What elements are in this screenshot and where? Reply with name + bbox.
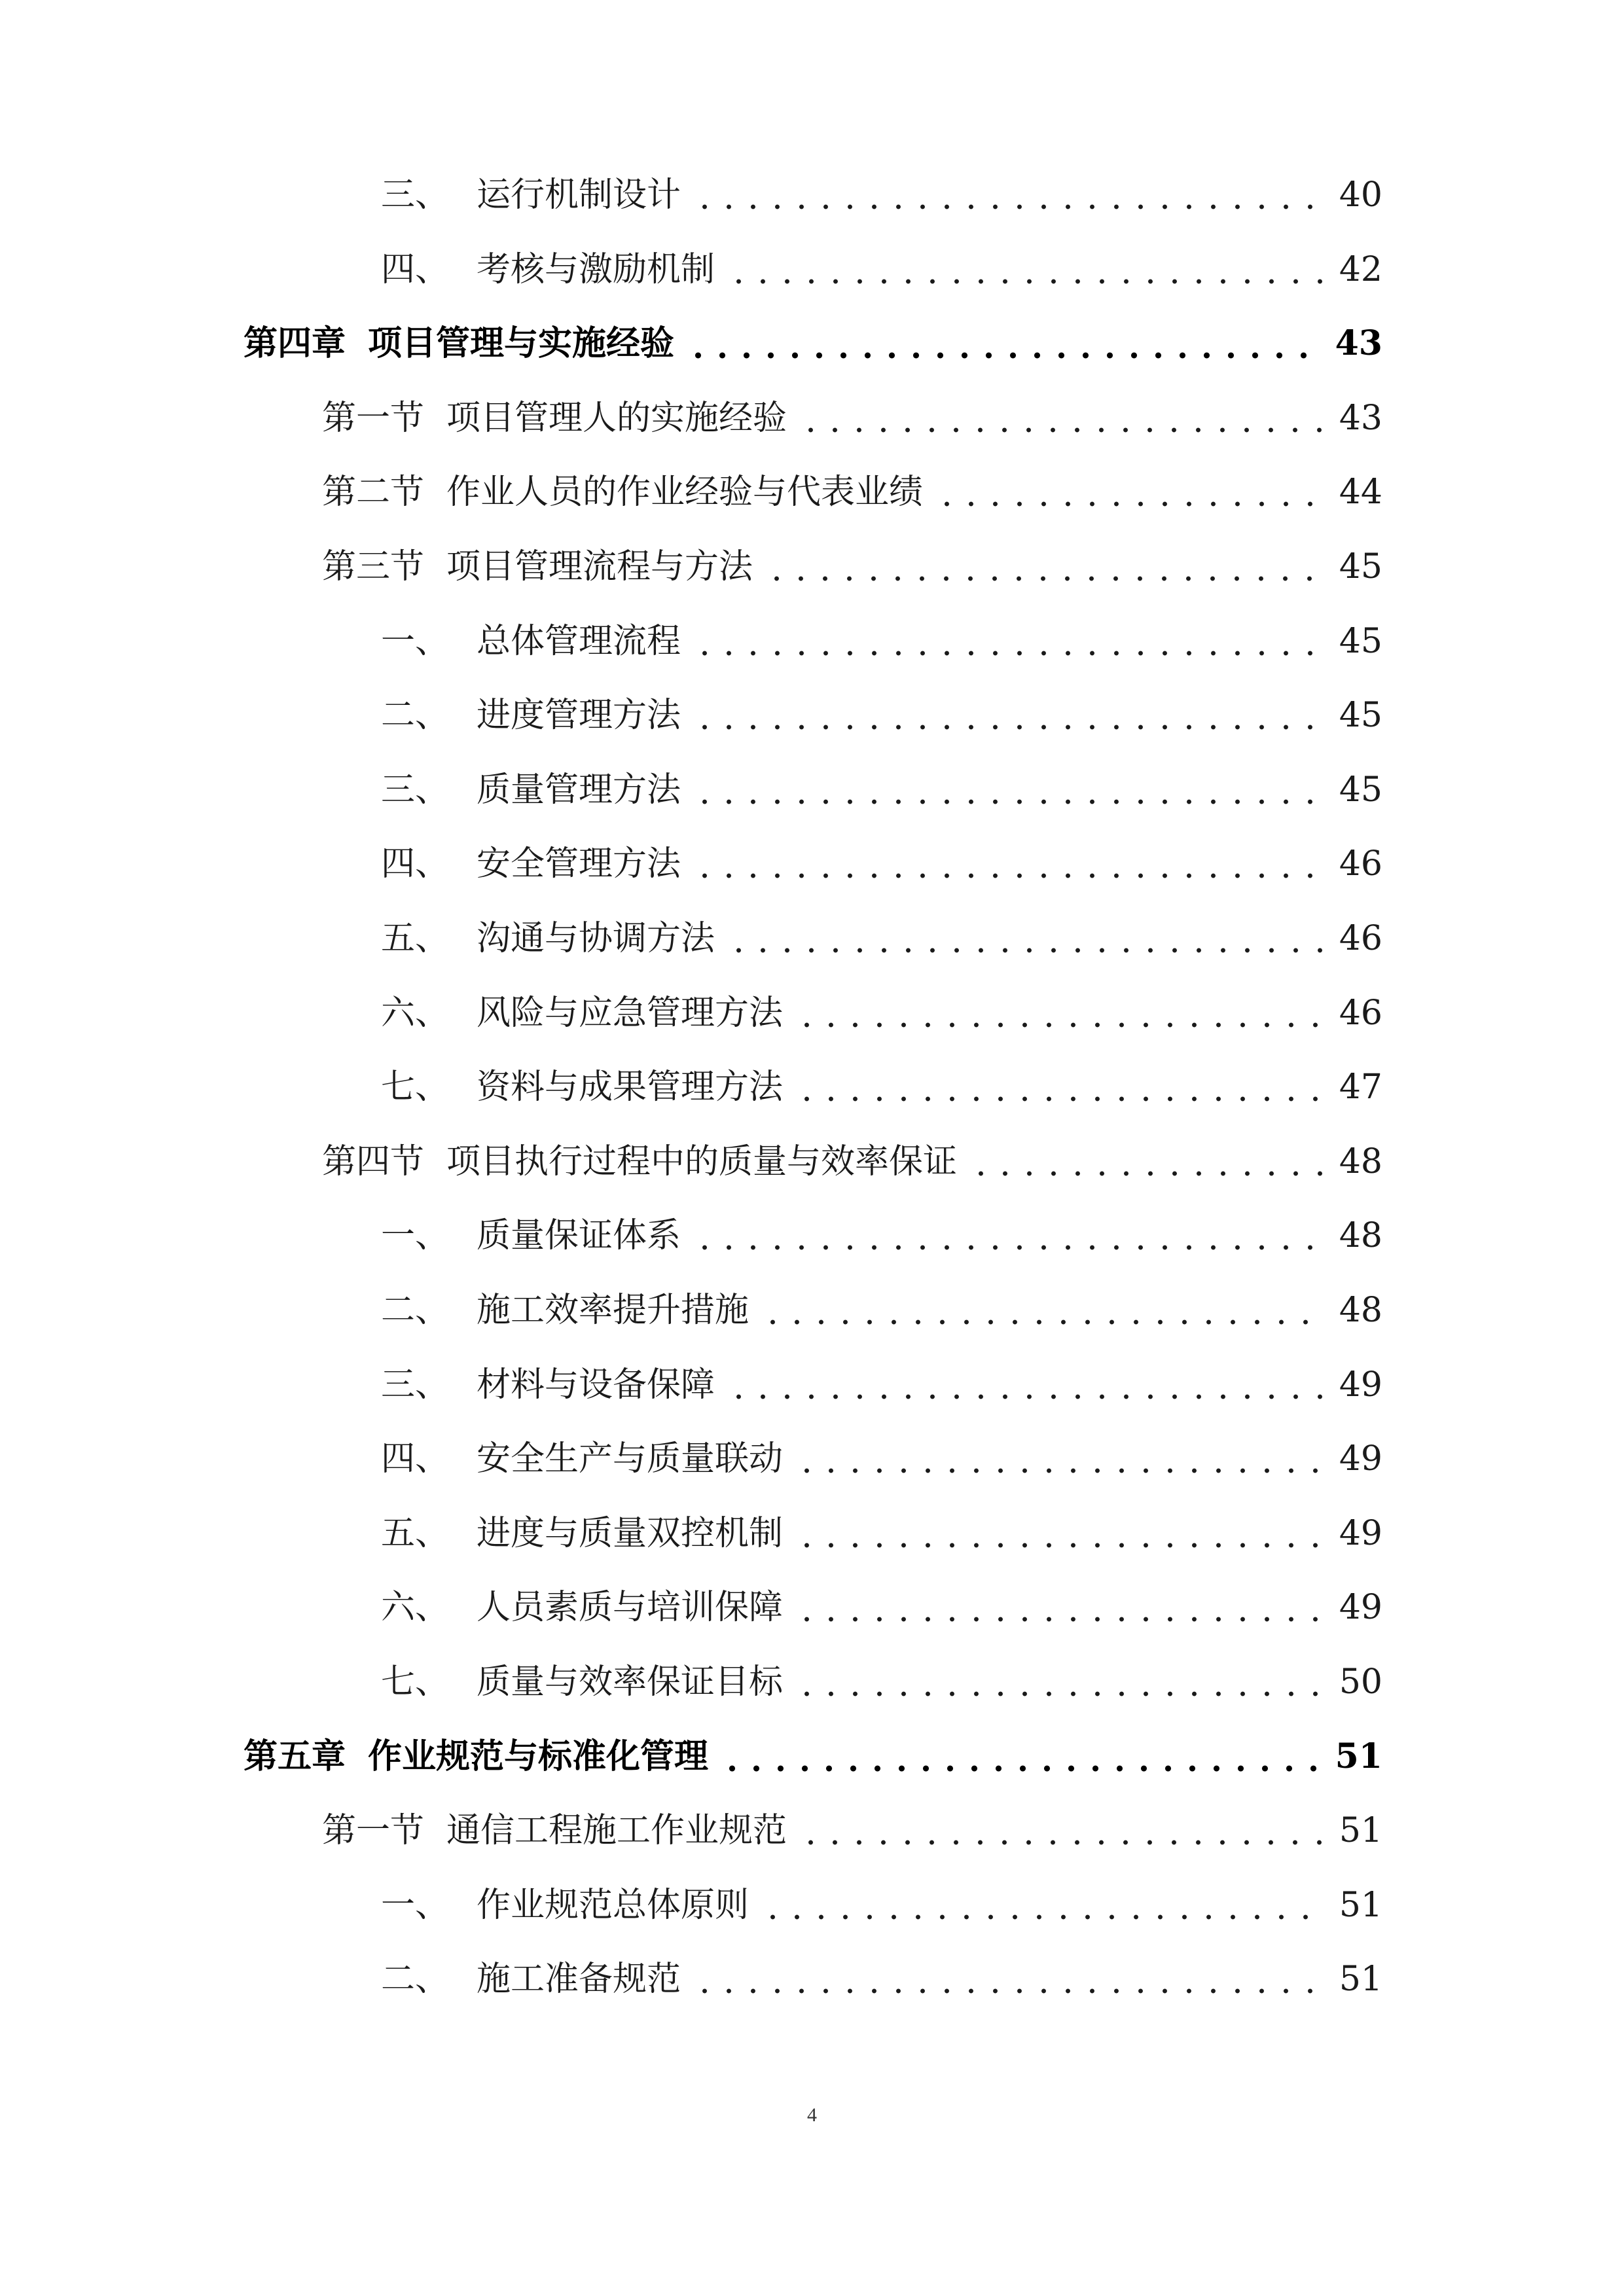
toc-entry-title: 施工准备规范 [477,1960,681,1999]
toc-dot-leader [693,650,1327,656]
toc-entry-number: 第一节 [322,399,425,438]
toc-entry-section[interactable] [322,1132,1382,1191]
toc-entry-item[interactable] [381,1578,1382,1637]
toc-entry-title: 项目管理人的实施经验 [446,399,787,438]
toc-entry-title: 作业规范与标准化管理 [368,1736,709,1776]
toc-dot-leader [693,1244,1327,1251]
toc-entry-section[interactable] [322,537,1382,596]
toc-entry-number: 二、 [381,696,450,735]
toc-entry-title: 作业人员的作业经验与代表业绩 [446,473,924,512]
toc-entry-title: 作业规范总体原则 [477,1886,749,1925]
toc-entry-item[interactable] [381,1355,1382,1414]
toc-entry-number: 一、 [381,622,450,661]
toc-entry-page-number: 49 [1339,1439,1382,1479]
toc-entry-page-number: 51 [1339,1886,1382,1925]
toc-entry-item[interactable] [381,166,1382,224]
toc-entry-number: 四、 [381,1439,450,1479]
toc-entry-item[interactable] [381,1058,1382,1117]
toc-entry-number: 七、 [381,1662,450,1702]
toc-entry-page-number: 45 [1339,770,1382,810]
toc-entry-page-number: 46 [1339,994,1382,1033]
toc-entry-page-number: 43 [1339,399,1382,438]
toc-dot-leader [727,947,1327,954]
toc-dot-leader [795,1096,1327,1102]
toc-entry-title: 通信工程施工作业规范 [446,1811,787,1850]
toc-dot-leader [761,1319,1327,1325]
toc-entry-title: 项目管理与实施经验 [368,323,675,363]
toc-entry-page-number: 45 [1339,696,1382,735]
toc-entry-item[interactable] [381,686,1382,745]
toc-entry-item[interactable] [381,909,1382,968]
toc-entry-title: 沟通与协调方法 [477,919,715,958]
toc-entry-item[interactable] [381,1281,1382,1340]
toc-dot-leader [795,1022,1327,1028]
toc-entry-item[interactable] [381,612,1382,671]
toc-entry-page-number: 43 [1335,323,1382,363]
toc-entry-number: 三、 [381,1365,450,1405]
toc-dot-leader [969,1170,1327,1177]
toc-entry-number: 第四章 [244,323,346,363]
toc-entry-title: 质量与效率保证目标 [477,1662,784,1702]
toc-entry-number: 一、 [381,1216,450,1255]
toc-dot-leader [761,1914,1327,1920]
toc-entry-title: 运行机制设计 [477,175,681,215]
toc-entry-number: 第一节 [322,1811,425,1850]
toc-entry-page-number: 42 [1339,250,1382,289]
toc-entry-page-number: 45 [1339,547,1382,586]
toc-entry-page-number: 50 [1339,1662,1382,1702]
toc-entry-page-number: 46 [1339,919,1382,958]
toc-entry-title: 进度与质量双控机制 [477,1514,784,1553]
toc-entry-number: 四、 [381,250,450,289]
toc-entry-item[interactable] [381,1429,1382,1488]
toc-dot-leader [727,278,1327,285]
toc-dot-leader [727,1393,1327,1400]
toc-entry-title: 项目管理流程与方法 [446,547,753,586]
toc-dot-leader [693,204,1327,210]
toc-dot-leader [795,1467,1327,1474]
toc-entry-page-number: 49 [1339,1365,1382,1405]
toc-entry-title: 项目执行过程中的质量与效率保证 [446,1142,958,1181]
toc-entry-number: 三、 [381,770,450,810]
toc-entry-chapter[interactable] [244,314,1382,373]
toc-entry-page-number: 48 [1339,1291,1382,1330]
toc-entry-title: 质量保证体系 [477,1216,681,1255]
toc-entry-chapter[interactable] [244,1727,1382,1786]
toc-dot-leader [799,427,1327,433]
toc-entry-section[interactable] [322,389,1382,448]
toc-entry-item[interactable] [381,834,1382,893]
toc-entry-item[interactable] [381,761,1382,819]
toc-entry-item[interactable] [381,1206,1382,1265]
toc-entry-item[interactable] [381,1653,1382,1712]
toc-entry-page-number: 49 [1339,1514,1382,1553]
toc-entry-item[interactable] [381,1950,1382,2009]
toc-entry-number: 六、 [381,994,450,1033]
footer-page-number: 4 [807,2104,817,2126]
toc-dot-leader [795,1542,1327,1549]
toc-entry-number: 第三节 [322,547,425,586]
toc-entry-title: 质量管理方法 [477,770,681,810]
toc-entry-page-number: 51 [1339,1960,1382,1999]
toc-entry-number: 七、 [381,1067,450,1107]
toc-entry-number: 第五章 [244,1736,346,1776]
toc-entry-title: 总体管理流程 [477,622,681,661]
toc-entry-section[interactable] [322,1801,1382,1860]
toc-entry-number: 第四节 [322,1142,425,1181]
toc-entry-section[interactable] [322,463,1382,522]
toc-entry-title: 进度管理方法 [477,696,681,735]
toc-dot-leader [720,1765,1324,1772]
toc-entry-item[interactable] [381,1876,1382,1935]
toc-entry-title: 材料与设备保障 [477,1365,715,1405]
toc-dot-leader [795,1616,1327,1623]
toc-entry-page-number: 48 [1339,1216,1382,1255]
toc-dot-leader [693,798,1327,805]
toc-dot-leader [795,1691,1327,1697]
toc-entry-title: 施工效率提升措施 [477,1291,749,1330]
toc-entry-item[interactable] [381,984,1382,1043]
toc-entry-number: 二、 [381,1291,450,1330]
toc-entry-title: 安全管理方法 [477,844,681,884]
toc-entry-item[interactable] [381,1504,1382,1563]
toc-entry-number: 二、 [381,1960,450,1999]
toc-entry-number: 三、 [381,175,450,215]
toc-entry-number: 四、 [381,844,450,884]
toc-entry-title: 人员素质与培训保障 [477,1588,784,1627]
toc-dot-leader [693,724,1327,730]
toc-entry-number: 一、 [381,1886,450,1925]
toc-dot-leader [693,872,1327,879]
toc-entry-title: 考核与激励机制 [477,250,715,289]
toc-entry-page-number: 51 [1339,1811,1382,1850]
toc-entry-title: 资料与成果管理方法 [477,1067,784,1107]
toc-entry-number: 第二节 [322,473,425,512]
toc-entry-title: 风险与应急管理方法 [477,994,784,1033]
toc-dot-leader [799,1839,1327,1846]
toc-entry-item[interactable] [381,240,1382,299]
toc-entry-page-number: 40 [1339,175,1382,215]
toc-dot-leader [765,575,1327,582]
toc-entry-page-number: 45 [1339,622,1382,661]
toc-entry-page-number: 51 [1335,1736,1382,1776]
toc-entry-number: 六、 [381,1588,450,1627]
toc-entry-page-number: 47 [1339,1067,1382,1107]
toc-entry-page-number: 46 [1339,844,1382,884]
toc-dot-leader [693,1988,1327,1994]
toc-dot-leader [935,501,1327,507]
toc-entry-page-number: 44 [1339,473,1382,512]
toc-dot-leader [686,352,1324,359]
toc-entry-title: 安全生产与质量联动 [477,1439,784,1479]
toc-entry-page-number: 48 [1339,1142,1382,1181]
toc-entry-page-number: 49 [1339,1588,1382,1627]
toc-entry-number: 五、 [381,1514,450,1553]
toc-entry-number: 五、 [381,919,450,958]
